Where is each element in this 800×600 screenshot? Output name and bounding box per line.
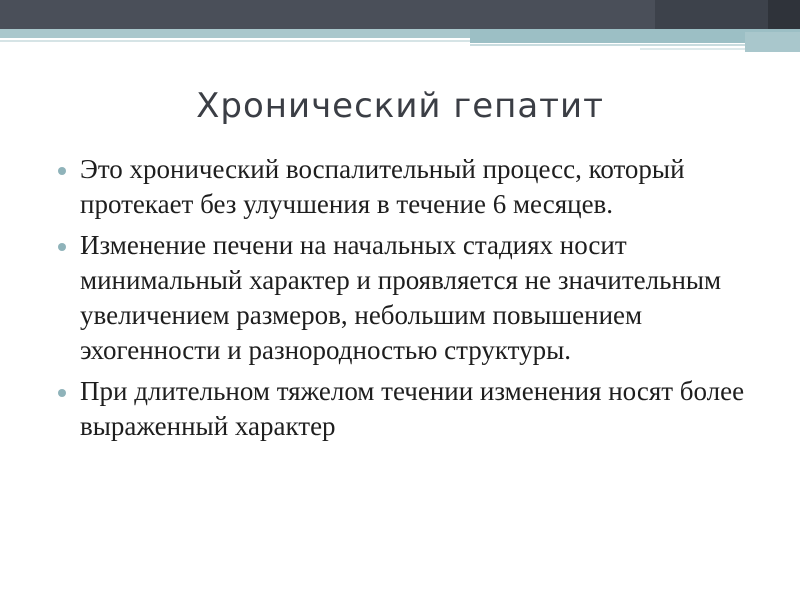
bullet-text: При длительном тяжелом течении изменения носят более выраженный характер xyxy=(80,376,745,441)
header-band-teal-corner xyxy=(745,32,800,52)
slide-title: Хронический гепатит xyxy=(196,86,604,126)
bullet-text: Это хронический воспалительный процесс, который протекает без улучшения в течение 6 месяцев. xyxy=(80,154,685,219)
bullet-icon xyxy=(58,389,66,397)
bullet-item xyxy=(58,374,758,444)
header-band-corner xyxy=(768,0,800,32)
bullet-item xyxy=(58,152,758,222)
bullet-icon xyxy=(58,243,66,251)
bullet-text: Изменение печени на начальных стадиях носит минимальный характер и проявляется не значительным увеличением размеров, небольшим повышением эхогенности и разнородностью структуры. xyxy=(80,230,722,365)
header-line xyxy=(0,40,470,42)
header-line xyxy=(640,48,745,50)
bullet-item xyxy=(58,228,758,368)
bullet-list xyxy=(58,152,758,450)
header-line xyxy=(470,44,745,46)
bullet-icon xyxy=(58,167,66,175)
